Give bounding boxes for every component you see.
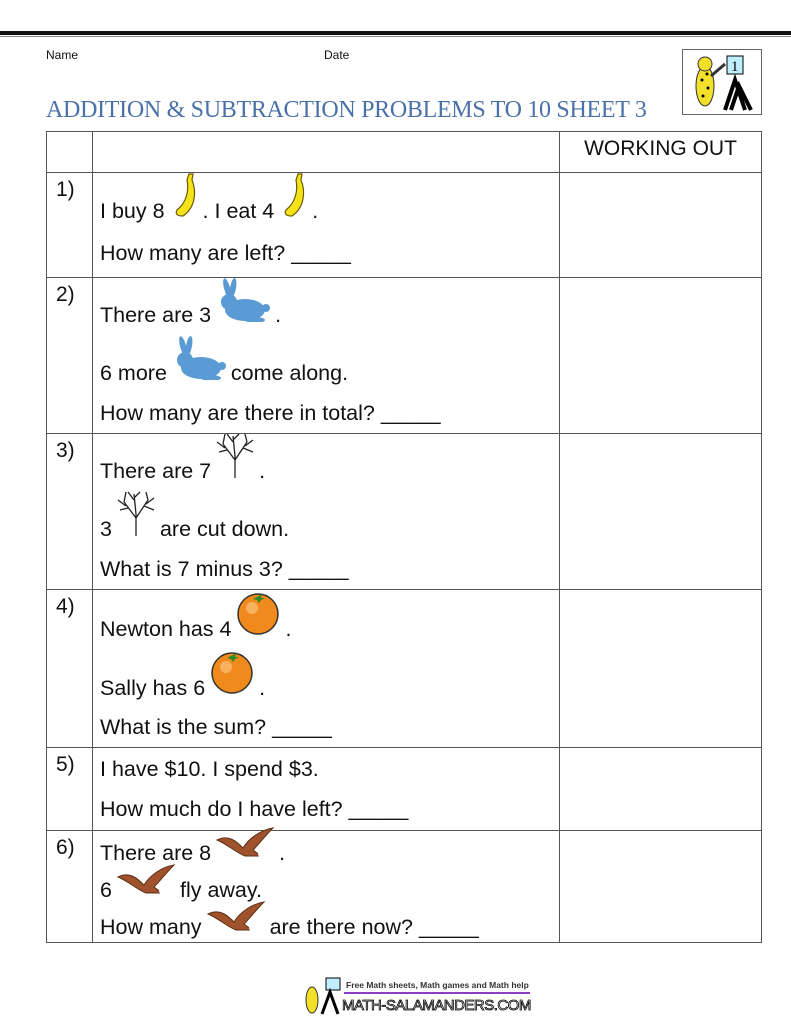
problem-text: How many are there in total? _____ xyxy=(100,401,441,425)
problem-text: . I eat 4 xyxy=(202,199,275,223)
problem-text: Newton has 4 xyxy=(100,617,232,641)
problem-text: . xyxy=(259,459,266,483)
salamander-logo xyxy=(682,49,762,115)
worksheet-title: ADDITION & SUBTRACTION PROBLEMS TO 10 SHEET 3 xyxy=(46,97,647,123)
problem-line xyxy=(100,598,291,642)
orange-icon xyxy=(235,590,281,642)
problem-number: 5) xyxy=(56,753,75,776)
problem-text: . xyxy=(312,199,319,223)
row-divider xyxy=(46,433,762,434)
problem-line xyxy=(100,498,289,542)
problem-text: . xyxy=(259,676,266,700)
table-border xyxy=(761,131,762,943)
problem-text: How many xyxy=(100,915,202,939)
date-label: Date xyxy=(324,48,350,62)
rabbit-icon xyxy=(171,336,227,386)
problem-line xyxy=(100,896,479,940)
problem-line xyxy=(100,382,441,426)
name-label: Name xyxy=(46,48,79,62)
problem-text: There are 8 xyxy=(100,841,212,865)
problem-text: come along. xyxy=(230,361,349,385)
problem-number: 6) xyxy=(56,836,75,859)
problem-text: What is 7 minus 3? _____ xyxy=(100,557,349,581)
problem-text: . xyxy=(275,303,282,327)
salamander-icon xyxy=(683,50,761,114)
problem-line xyxy=(100,342,348,386)
bird-icon xyxy=(206,900,266,940)
row-divider xyxy=(46,172,762,173)
problem-text: 6 more xyxy=(100,361,167,385)
problem-text: How many are left? _____ xyxy=(100,241,351,265)
working-out-header: WORKING OUT xyxy=(584,137,737,160)
problem-line xyxy=(100,778,408,822)
problem-text: 6 xyxy=(100,878,112,902)
problem-text: fly away. xyxy=(179,878,263,902)
problem-text: . xyxy=(285,617,292,641)
problem-number: 1) xyxy=(56,178,75,201)
problem-text: are cut down. xyxy=(159,517,290,541)
problem-line xyxy=(100,284,281,328)
row-divider xyxy=(46,589,762,590)
problem-text: Sally has 6 xyxy=(100,676,206,700)
top-border xyxy=(0,31,791,35)
problem-text: 3 xyxy=(100,517,112,541)
svg-text:1: 1 xyxy=(731,59,739,75)
problem-text: . xyxy=(279,841,286,865)
problem-text: I have $10. I spend $3. xyxy=(100,757,319,781)
table-border xyxy=(46,942,762,943)
banana-icon xyxy=(278,172,308,224)
tree-icon xyxy=(215,432,255,484)
row-divider xyxy=(46,277,762,278)
footer-tagline: Free Math sheets, Math games and Math help xyxy=(346,980,529,990)
orange-icon xyxy=(209,649,255,701)
top-border-thin xyxy=(0,36,791,37)
rabbit-icon xyxy=(215,278,271,328)
footer-logo xyxy=(300,976,532,1016)
column-divider xyxy=(92,131,93,943)
problem-line xyxy=(100,538,349,582)
table-border xyxy=(46,131,47,943)
problem-line xyxy=(100,738,319,782)
table-border xyxy=(46,131,762,132)
problem-line xyxy=(100,222,351,266)
salamander-footer-icon xyxy=(300,976,532,1016)
problem-line xyxy=(100,180,318,224)
problem-text: I buy 8 xyxy=(100,199,165,223)
problem-number: 2) xyxy=(56,283,75,306)
column-divider xyxy=(559,131,560,943)
problem-line xyxy=(100,696,332,740)
banana-icon xyxy=(169,172,199,224)
problem-text: There are 3 xyxy=(100,303,212,327)
problem-text: How much do I have left? _____ xyxy=(100,797,409,821)
problem-line xyxy=(100,440,265,484)
problem-number: 4) xyxy=(56,595,75,618)
problem-line xyxy=(100,657,265,701)
problem-text: There are 7 xyxy=(100,459,212,483)
problem-number: 3) xyxy=(56,439,75,462)
problem-text: are there now? _____ xyxy=(269,915,479,939)
tree-icon xyxy=(116,490,156,542)
footer-site: MATH-SALAMANDERS.COM xyxy=(342,997,531,1014)
problem-text: What is the sum? _____ xyxy=(100,715,332,739)
